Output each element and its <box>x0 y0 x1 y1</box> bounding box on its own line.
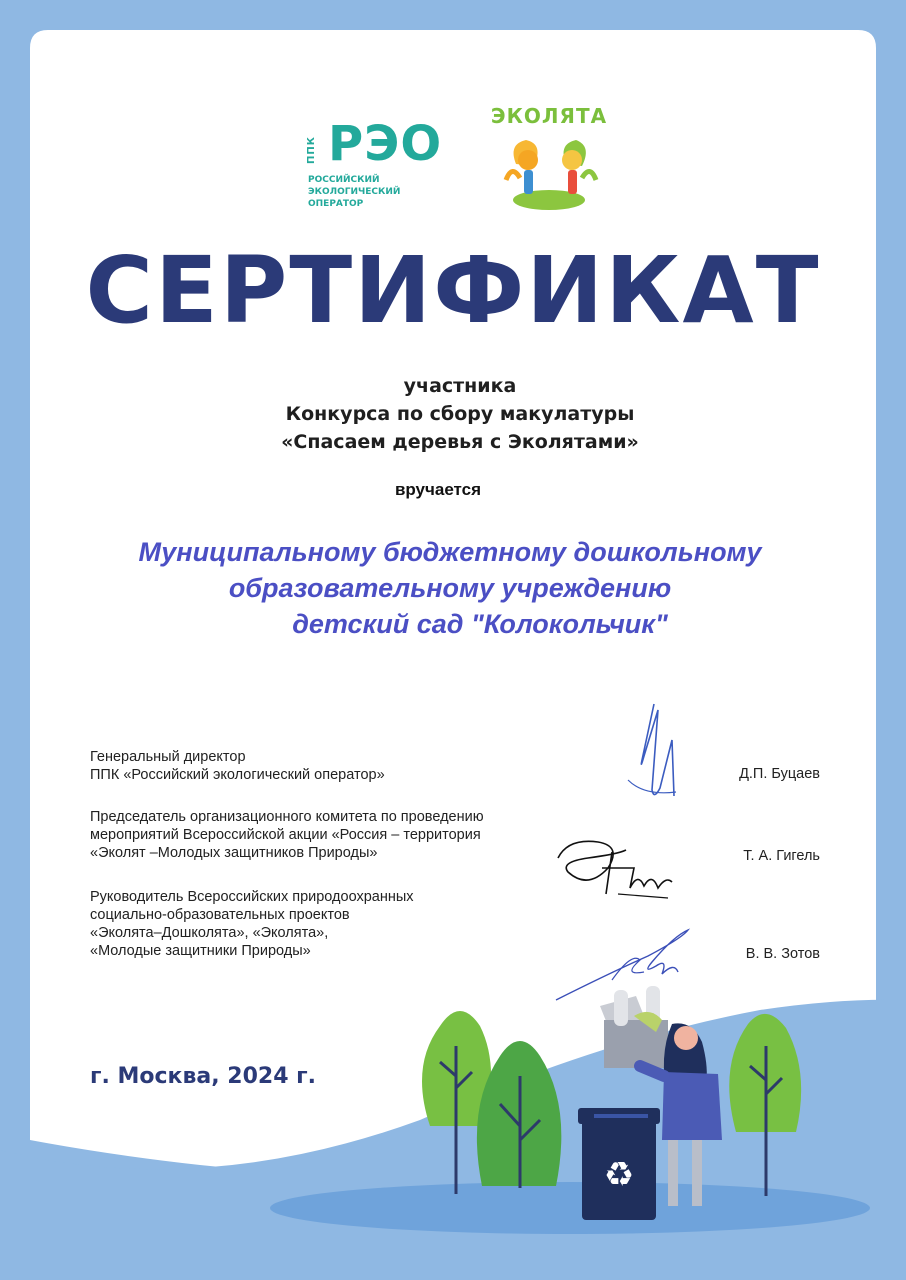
signatory-name: Д.П. Буцаев <box>739 766 820 782</box>
ekolyata-logo-mark: ЭКОЛЯТА <box>490 104 608 128</box>
position-line: мероприятий Всероссийской акции «Россия – территория <box>90 827 481 843</box>
position-line: «Эколят –Молодых защитников Природы» <box>90 845 378 861</box>
reo-logo-caption <box>308 174 428 210</box>
position-line: «Эколята–Дошколята», «Эколята», <box>90 925 329 941</box>
recycling-illustration <box>400 976 840 1226</box>
city-date: г. Москва, 2024 г. <box>90 1064 317 1089</box>
subtitle-line: участника <box>403 375 517 397</box>
recipient-line: Муниципальному бюджетному дошкольному <box>138 537 762 567</box>
ekolyata-logo <box>486 104 612 216</box>
recipient-line: образовательному учреждению <box>228 573 672 603</box>
reo-logo-line: ЭКОЛОГИЧЕСКИЙ <box>308 187 401 197</box>
signatory-position <box>90 748 560 784</box>
position-line: Руководитель Всероссийских природоохранных <box>90 889 414 905</box>
reo-logo-line: РОССИЙСКИЙ <box>308 175 380 185</box>
reo-logo <box>300 112 460 212</box>
recipient-line: детский сад "Колокольчик" <box>292 609 668 639</box>
signatory-name: Т. А. Гигель <box>743 848 820 864</box>
subtitle-line: «Спасаем деревья с Эколятами» <box>281 431 639 453</box>
reo-logo-mark: РЭО <box>328 116 443 172</box>
signatory-position <box>90 808 560 862</box>
signatory-position <box>90 888 560 960</box>
position-line: Генеральный директор <box>90 749 246 765</box>
signature-2-icon <box>548 828 682 904</box>
signatory-name: В. В. Зотов <box>745 946 820 962</box>
position-line: Председатель организационного комитета по проведению <box>90 809 484 825</box>
position-line: ППК «Российский экологический оператор» <box>90 767 385 783</box>
position-line: «Молодые защитники Природы» <box>90 943 311 959</box>
recycle-icon: ♻ <box>603 1155 635 1195</box>
awarded-label: вручается <box>394 480 482 499</box>
recipient-name <box>90 534 810 642</box>
position-line: социально-образовательных проектов <box>90 907 350 923</box>
reo-logo-line: ОПЕРАТОР <box>308 199 364 209</box>
reo-logo-prefix: ППК <box>306 136 317 164</box>
signature-1-icon <box>614 700 694 804</box>
certificate-title: СЕРТИФИКАТ <box>85 237 821 344</box>
subtitle-line: Конкурса по сбору макулатуры <box>285 403 635 425</box>
certificate-subtitle <box>180 372 740 456</box>
